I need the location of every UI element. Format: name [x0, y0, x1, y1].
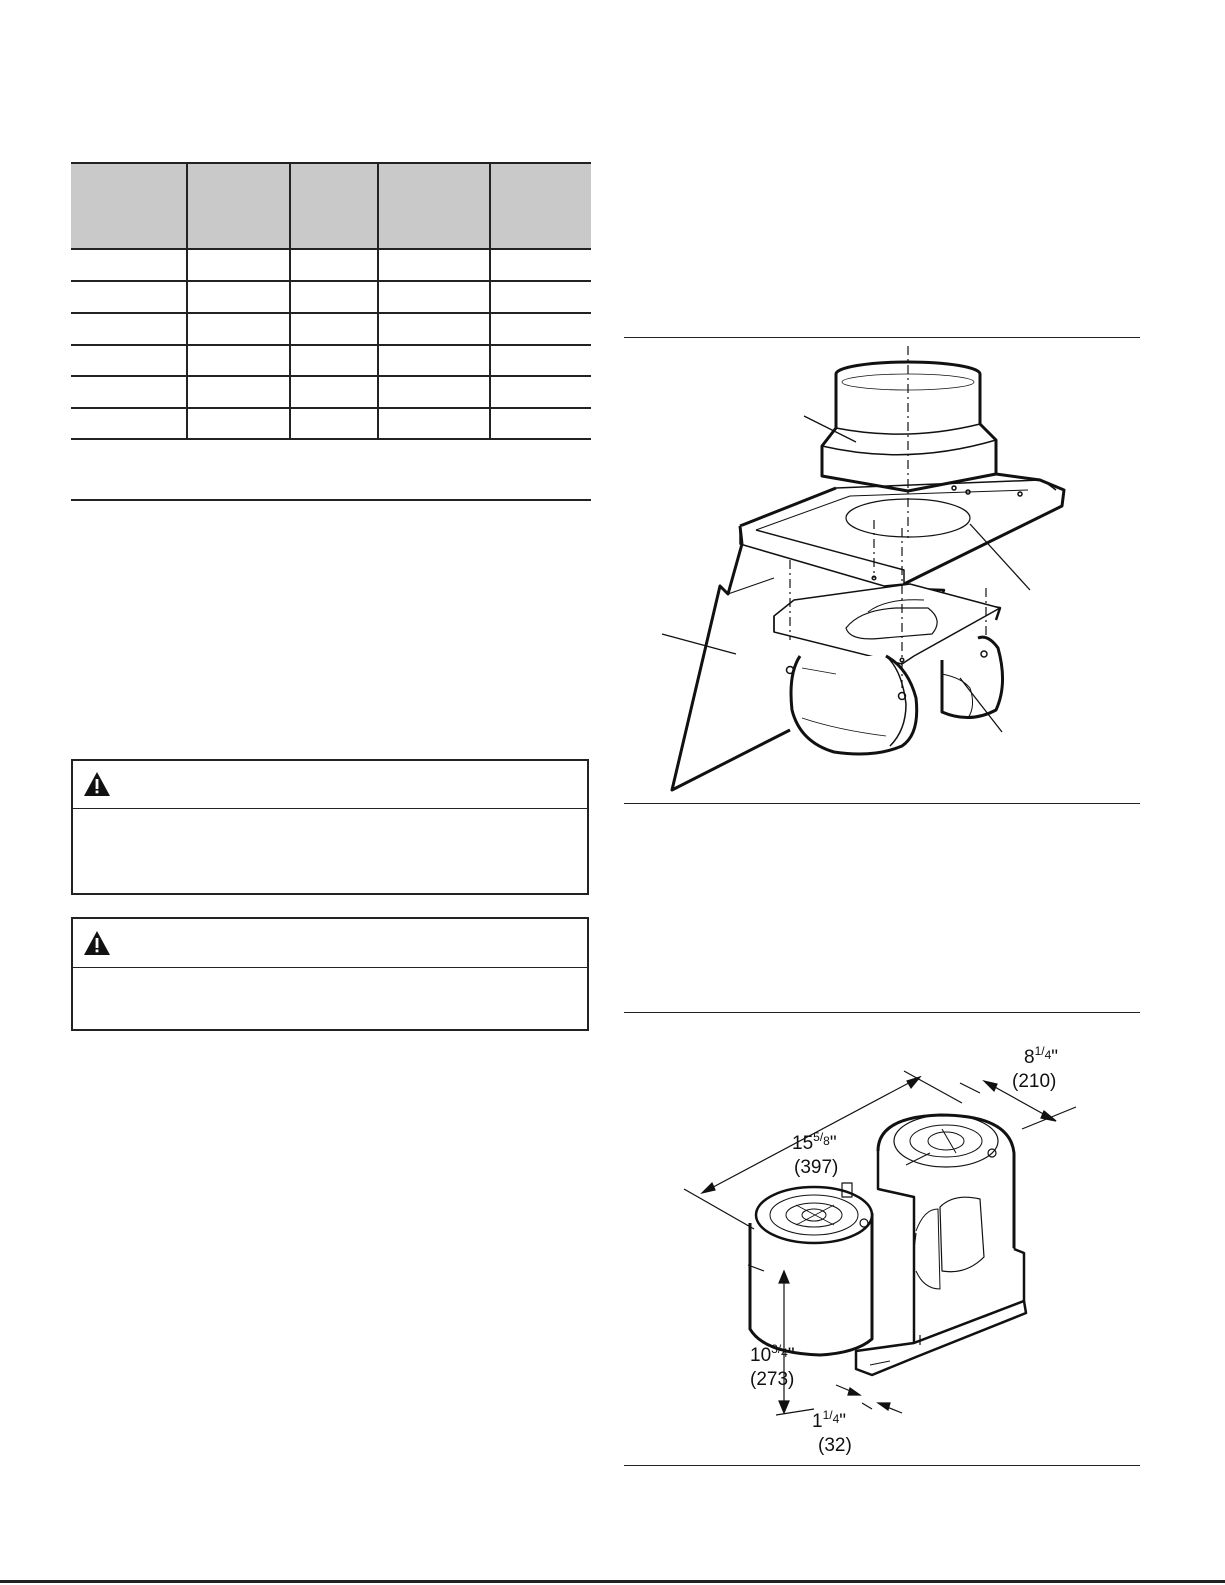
table-row-rule [71, 280, 591, 282]
depth-dimension-label: $15^5/_8$" [792, 1130, 837, 1154]
figure-2-blower-dimensions [624, 1013, 1140, 1463]
figure-1-bottom-rule [624, 803, 1140, 804]
blower-assembly-drawing [750, 1115, 1026, 1375]
page-footer-rule [0, 1580, 1225, 1583]
table-row-rule [71, 375, 591, 377]
table-row-rule [71, 407, 591, 409]
column-divider [489, 162, 491, 440]
figure-2-bottom-rule [624, 1465, 1140, 1466]
depth-dimension-mm: (397) [794, 1157, 839, 1178]
height-dimension-label: $10^3/_4$" [750, 1342, 795, 1366]
column-divider [377, 162, 379, 440]
spec-table-header-rule [71, 248, 591, 250]
figure-1-blower-exploded-view [624, 338, 1140, 803]
flange-dimension-label: $1^1/_4$" [812, 1408, 847, 1432]
width-dimension-mm: (210) [1012, 1071, 1057, 1092]
blower-wheel-right-drawing [942, 637, 1003, 718]
warning-header [73, 761, 587, 809]
column-divider [186, 162, 188, 440]
warning-box-2 [71, 917, 589, 1031]
duct-collar-drawing [822, 362, 996, 491]
flange-dimension-mm: (32) [818, 1435, 852, 1456]
warning-triangle-icon [83, 930, 111, 956]
table-footnote-rule [71, 499, 591, 501]
warning-box-1 [71, 759, 589, 895]
height-dimension-mm: (273) [750, 1369, 795, 1390]
warning-triangle-icon [83, 771, 111, 797]
table-row-rule [71, 438, 591, 440]
blower-wheel-left-drawing [791, 656, 917, 754]
column-divider [289, 162, 291, 440]
table-row-rule [71, 312, 591, 314]
spec-table-header [71, 162, 591, 250]
warning-header [73, 919, 587, 968]
width-dimension-label: $8^1/_4$" [1024, 1044, 1059, 1068]
table-row-rule [71, 344, 591, 346]
